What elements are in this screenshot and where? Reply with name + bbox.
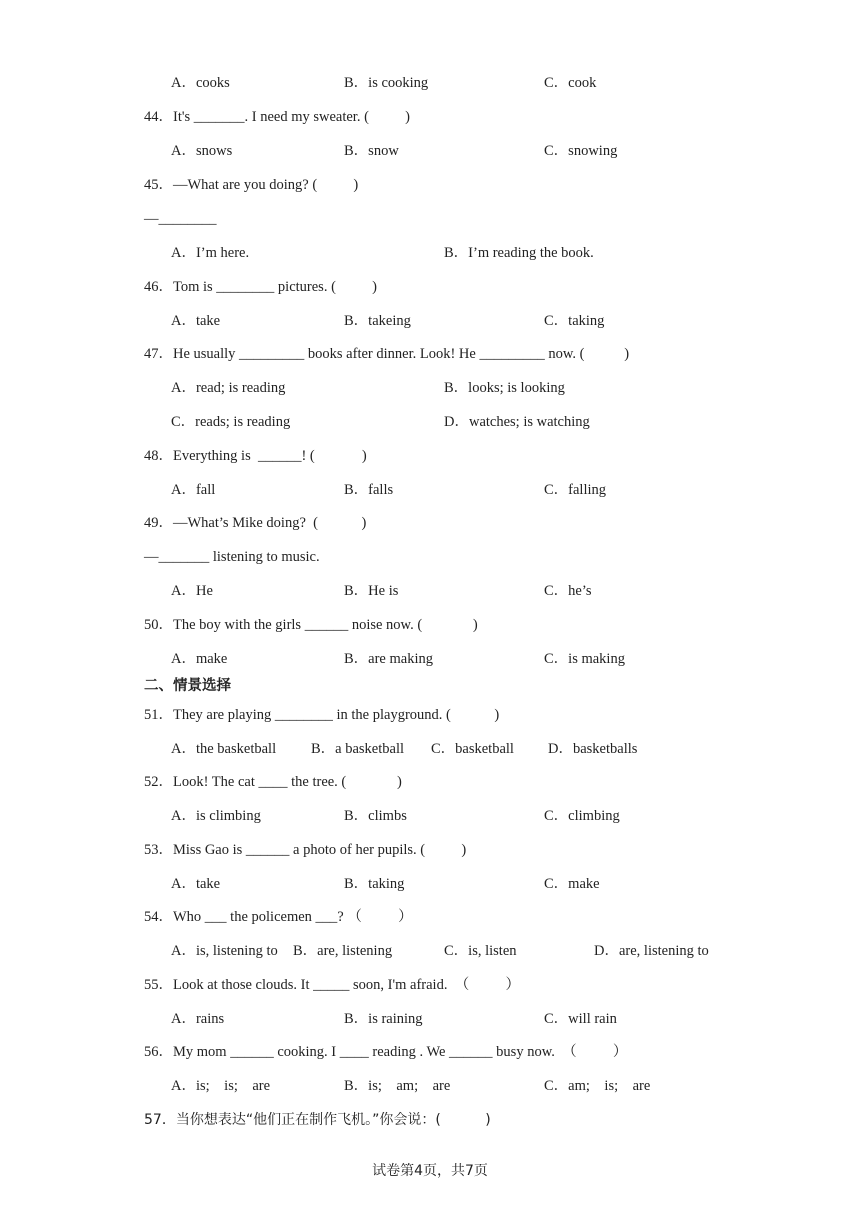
q50-option-b[interactable]: B．are making	[344, 651, 433, 667]
q51-option-a[interactable]: A．the basketball	[171, 741, 277, 757]
q54-stem: 54．Who ___ the policemen ___? （ ）	[144, 909, 413, 925]
q44-option-b[interactable]: B．snow	[344, 143, 399, 159]
q46-option-c[interactable]: C．taking	[544, 313, 605, 329]
q54-option-c[interactable]: C．is, listen	[444, 943, 517, 959]
q47-option-b[interactable]: B．looks; is looking	[444, 380, 565, 396]
q49-stem: 49．—What’s Mike doing? ( )	[144, 515, 367, 531]
q52-option-b[interactable]: B．climbs	[344, 808, 407, 824]
q55-option-c[interactable]: C．will rain	[544, 1011, 617, 1027]
q51-stem: 51．They are playing ________ in the playground. ( )	[144, 707, 500, 723]
q54-option-d[interactable]: D．are, listening to	[594, 943, 709, 959]
q43-option-a[interactable]: A．cooks	[171, 75, 230, 91]
q49-option-a[interactable]: A．He	[171, 583, 213, 599]
q51-option-c[interactable]: C．basketball	[431, 741, 514, 757]
section-heading: 二、情景选择	[144, 678, 231, 694]
q53-option-a[interactable]: A．take	[171, 876, 221, 892]
q54-option-a[interactable]: A．is, listening to	[171, 943, 278, 959]
q56-option-a[interactable]: A．is; is; are	[171, 1078, 271, 1094]
q43-option-c[interactable]: C．cook	[544, 75, 597, 91]
q53-option-c[interactable]: C．make	[544, 876, 600, 892]
q45-answer-line: —________	[144, 211, 217, 227]
page-footer: 试卷第4页，共7页	[372, 1163, 488, 1179]
q48-option-c[interactable]: C．falling	[544, 482, 607, 498]
q51-option-b[interactable]: B．a basketball	[311, 741, 405, 757]
q49-option-b[interactable]: B．He is	[344, 583, 399, 599]
q47-option-a[interactable]: A．read; is reading	[171, 380, 286, 396]
q47-option-d[interactable]: D．watches; is watching	[444, 414, 590, 430]
q47-stem: 47．He usually _________ books after dinner. Look! He _________ now. ( )	[144, 346, 630, 362]
q48-stem: 48．Everything is ______! ( )	[144, 448, 367, 464]
q54-option-b[interactable]: B．are, listening	[293, 943, 393, 959]
q46-stem: 46．Tom is ________ pictures. ( )	[144, 279, 377, 295]
q50-option-a[interactable]: A．make	[171, 651, 228, 667]
q44-option-c[interactable]: C．snowing	[544, 143, 618, 159]
q56-option-b[interactable]: B．is; am; are	[344, 1078, 451, 1094]
q51-option-d[interactable]: D．basketballs	[548, 741, 638, 757]
q44-stem: 44．It's _______. I need my sweater. ( )	[144, 109, 410, 125]
q53-stem: 53．Miss Gao is ______ a photo of her pupils. ( )	[144, 842, 467, 858]
q50-option-c[interactable]: C．is making	[544, 651, 625, 667]
q44-option-a[interactable]: A．snows	[171, 143, 233, 159]
q46-option-a[interactable]: A．take	[171, 313, 221, 329]
q55-stem: 55．Look at those clouds. It _____ soon, I'm afraid. （ ）	[144, 977, 520, 993]
q52-stem: 52．Look! The cat ____ the tree. ( )	[144, 774, 402, 790]
q45-stem: 45．—What are you doing? ( )	[144, 177, 359, 193]
q55-option-b[interactable]: B．is raining	[344, 1011, 423, 1027]
q52-option-a[interactable]: A．is climbing	[171, 808, 261, 824]
q48-option-b[interactable]: B．falls	[344, 482, 394, 498]
q49-option-c[interactable]: C．he’s	[544, 583, 592, 599]
q52-option-c[interactable]: C．climbing	[544, 808, 620, 824]
q56-stem: 56．My mom ______ cooking. I ____ reading . We ______ busy now. （ ）	[144, 1044, 628, 1060]
q46-option-b[interactable]: B．takeing	[344, 313, 411, 329]
q45-option-b[interactable]: B．I’m reading the book.	[444, 245, 594, 261]
q43-option-b[interactable]: B．is cooking	[344, 75, 429, 91]
q55-option-a[interactable]: A．rains	[171, 1011, 225, 1027]
q57-stem: 57．当你想表达“他们正在制作飞机。”你会说：( )	[144, 1112, 491, 1128]
q53-option-b[interactable]: B．taking	[344, 876, 405, 892]
q50-stem: 50．The boy with the girls ______ noise now. ( )	[144, 617, 478, 633]
q48-option-a[interactable]: A．fall	[171, 482, 216, 498]
q47-option-c[interactable]: C．reads; is reading	[171, 414, 291, 430]
q45-option-a[interactable]: A．I’m here.	[171, 245, 250, 261]
q49-answer-line: —_______ listening to music.	[144, 549, 320, 565]
q56-option-c[interactable]: C．am; is; are	[544, 1078, 651, 1094]
